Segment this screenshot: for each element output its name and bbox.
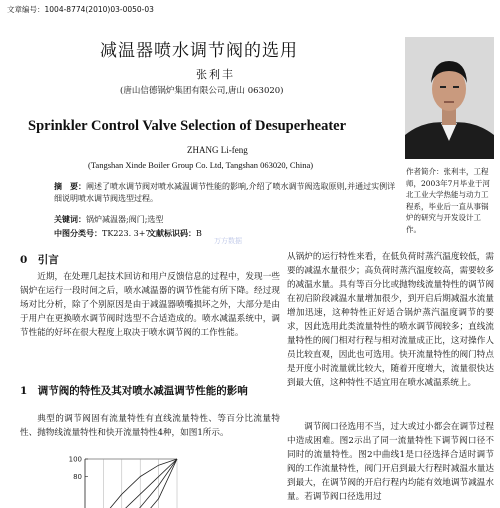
right-column-paragraph-2: 调节阀口径选用不当，过大或过小都会在调节过程中造成困难。图2示出了同一流量特性下调节阀口径不同时的流量特性。图2中曲线1是口径选择合适时调节阀的工作流量特性，阀门开启到最大行程时减温水量达到最大，在调节阀的开启行程内均能有效地调节减温水量。若调节阀口径选用过 [287, 422, 494, 502]
classification-label: 中图分类号： [54, 228, 102, 238]
author-photo [405, 37, 494, 159]
watermark-text: 万方数据 [214, 237, 242, 245]
article-number: 文章编号：1004-8774(2010)03-0050-03 [7, 5, 154, 14]
section-1-paragraph: 典型的调节阀固有流量特性有直线流量特性、等百分比流量特性、抛物线流量特性和快开流量特性4种，如图1所示。 [20, 414, 280, 438]
flow-characteristic-chart [65, 452, 185, 508]
author-bio: 作者简介：张利丰，工程师，2003年7月毕业于河北工业大学热能与动力工程系，毕业后一直从事锅炉的研究与开发设计工作。 [406, 167, 490, 234]
classification-number [54, 228, 151, 239]
section-title-intro: 0 引言 [20, 254, 59, 266]
chart-series-line-4 [85, 459, 177, 508]
paper-title-en: Sprinkler Control Valve Selection of Desuperheater [28, 118, 347, 134]
affiliation-en: (Tangshan Xinde Boiler Group Co. Ltd, Tangshan 063020, China) [88, 160, 314, 170]
doc-code-value: B [196, 229, 202, 238]
classification-value: TK223. 3+7 [102, 229, 151, 238]
chart-y-tick-label: 80 [73, 473, 82, 482]
doc-code-label: 文献标识码： [148, 228, 196, 238]
abstract [54, 180, 399, 205]
abstract-text: 阐述了喷水调节阀对喷水减温调节性能的影响,介绍了喷水调节阀选取原则,并通过实例详细说明喷水调节阀选型过程。 [54, 182, 396, 203]
author-portrait-image [405, 37, 494, 159]
chart-series-line-2 [85, 459, 177, 508]
keywords [54, 214, 163, 225]
affiliation-cn: (唐山信德锅炉集团有限公司,唐山 063020) [120, 86, 284, 96]
intro-paragraph: 近期，在处理几起技术回访和用户反馈信息的过程中，发现一些锅炉在运行一段时间之后，喷水减温器的调节性能有所下降。经过现场对比分析，除了个别原因是由于减温器喷嘴损坏之外，大部分是由于用户在更换喷水调节阀时选型不合适造成的。喷水减温系统中，调节性能的好坏在很大程度上取决于喷水调节阀的工作性能。 [20, 272, 280, 338]
chart-y-tick-label: 100 [68, 455, 82, 464]
keywords-label: 关键词： [54, 214, 86, 224]
author-name-en: ZHANG Li-feng [187, 145, 248, 155]
right-column-paragraph-1: 从锅炉的运行特性来看，在低负荷时蒸汽温度较低，需要的减温水量很少；高负荷时蒸汽温度较高，需要较多的减温水量。具有等百分比或抛物线流量特性的调节阀在初启阶段减温水量增加很少，到开启后期减温水流量增加迅速，这种特性正好适合锅炉蒸汽温度调节的要求，因此选用此类流量特性的喷水调节阀较多；直线流量特性的阀门相对行程与相对流量成正比，这对操作人员比较直观，因此也可选用。快开流量特性的阀门特点是开度小时流量就比较大，随着开度增大，流量很快达到最大值，这种特性不适宜用在喷水减温系统上。 [287, 252, 494, 388]
paper-title-cn: 减温器喷水调节阀的选用 [100, 41, 298, 61]
author-name-cn: 张利丰 [196, 68, 235, 81]
chart-series-line-3 [85, 459, 177, 508]
keywords-text: 锅炉减温器;阀门;选型 [86, 215, 164, 224]
abstract-label: 摘 要： [54, 181, 86, 191]
document-code [148, 228, 202, 239]
chart-series-line-1 [85, 459, 177, 508]
section-title-1: 1 调节阀的特性及其对喷水减温调节性能的影响 [20, 385, 248, 397]
